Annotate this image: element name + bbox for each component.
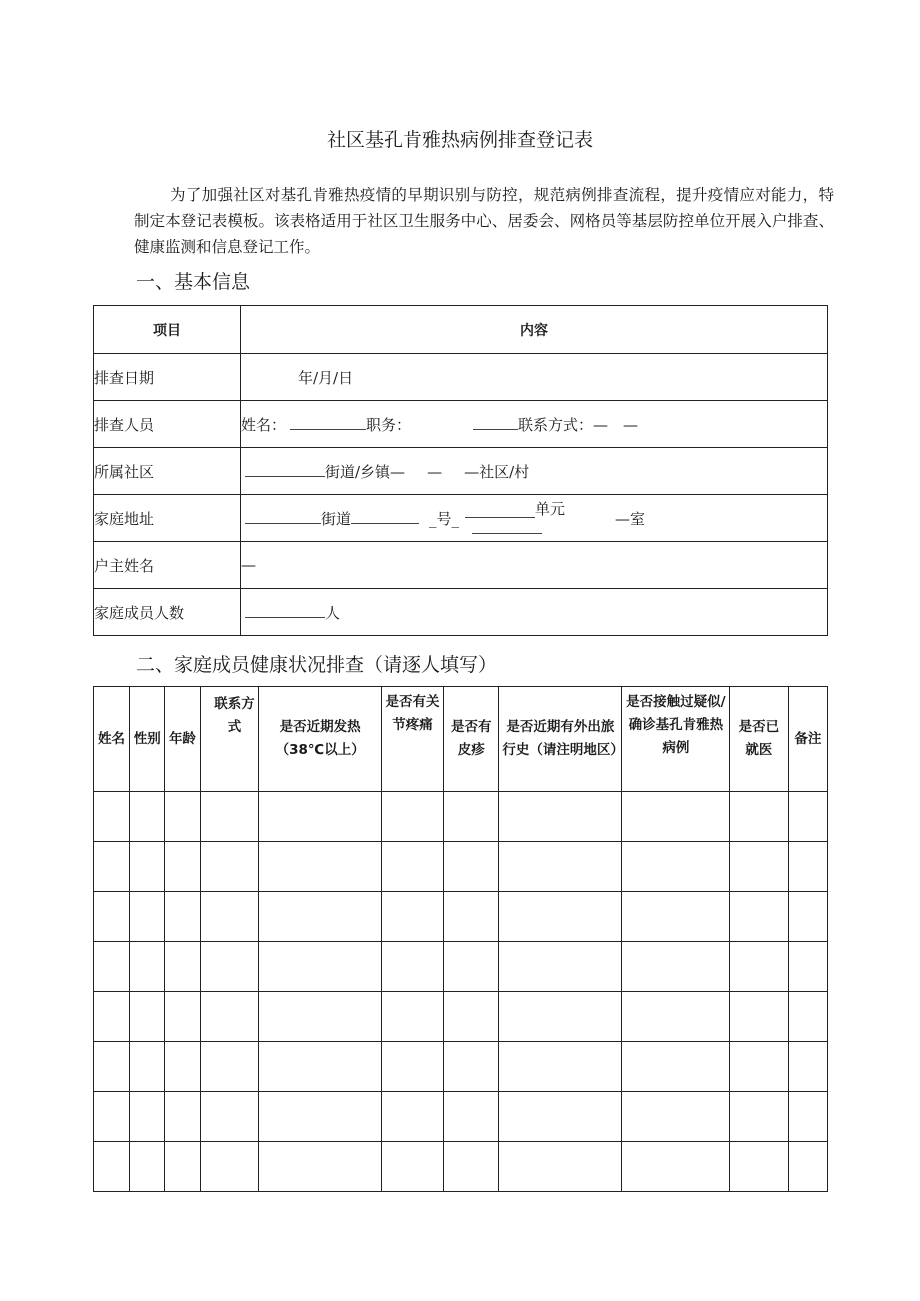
row-members	[94, 589, 828, 636]
col-joint-pain: 是否有关节疼痛	[381, 687, 443, 792]
cell[interactable]	[444, 792, 499, 842]
cell[interactable]	[444, 1142, 499, 1192]
cell[interactable]	[94, 1042, 130, 1092]
header-item: 项目	[94, 306, 241, 354]
cell[interactable]	[165, 792, 200, 842]
value-community[interactable]	[241, 448, 828, 495]
cell[interactable]	[130, 992, 165, 1042]
cell[interactable]	[381, 1142, 443, 1192]
col-gender: 性别	[130, 687, 165, 792]
cell[interactable]	[444, 1042, 499, 1092]
cell[interactable]	[200, 842, 259, 892]
col-rash: 是否有皮疹	[444, 687, 499, 792]
cell[interactable]	[788, 792, 827, 842]
value-address[interactable]	[241, 495, 828, 542]
cell[interactable]	[200, 892, 259, 942]
staff-position-label: 职务：	[366, 416, 412, 434]
label-head: 户主姓名	[94, 542, 241, 589]
label-staff: 排查人员	[94, 401, 241, 448]
cell[interactable]	[730, 1042, 788, 1092]
cell[interactable]	[130, 892, 165, 942]
staff-position-blank[interactable]	[473, 413, 518, 430]
cell[interactable]	[730, 792, 788, 842]
address-street-text: 街道	[321, 510, 352, 528]
staff-name-blank[interactable]	[290, 413, 366, 430]
table-row	[94, 1092, 828, 1142]
address-unit-text: 单元	[535, 500, 566, 518]
row-staff	[94, 401, 828, 448]
cell[interactable]	[788, 842, 827, 892]
value-head[interactable]	[241, 542, 828, 589]
cell[interactable]	[381, 942, 443, 992]
section-health-heading: 二、家庭成员健康状况排查（请逐人填写）	[136, 654, 498, 676]
cell[interactable]	[130, 1042, 165, 1092]
cell[interactable]	[130, 1142, 165, 1192]
cell[interactable]	[200, 1092, 259, 1142]
table-row	[94, 1142, 828, 1192]
cell[interactable]	[200, 792, 259, 842]
community-street-text: 街道/乡镇—	[325, 463, 406, 481]
cell[interactable]	[499, 842, 622, 892]
cell[interactable]	[730, 1142, 788, 1192]
col-fever: 是否近期发热（38℃以上）	[259, 687, 381, 792]
value-staff[interactable]	[241, 401, 828, 448]
cell[interactable]	[130, 942, 165, 992]
cell[interactable]	[444, 842, 499, 892]
cell[interactable]	[94, 792, 130, 842]
basic-info-header-row	[94, 306, 828, 354]
cell[interactable]	[200, 992, 259, 1042]
table-row	[94, 892, 828, 942]
section-basic-info-heading: 一、基本信息	[136, 271, 251, 293]
cell[interactable]	[622, 1142, 730, 1192]
col-remark: 备注	[788, 687, 827, 792]
table-row	[94, 992, 828, 1042]
table-row	[94, 792, 828, 842]
cell[interactable]	[165, 1042, 200, 1092]
cell[interactable]	[622, 992, 730, 1042]
address-blank-4[interactable]	[472, 517, 542, 534]
label-date: 排查日期	[94, 354, 241, 401]
row-address	[94, 495, 828, 542]
cell[interactable]	[730, 942, 788, 992]
cell[interactable]	[130, 1092, 165, 1142]
row-head	[94, 542, 828, 589]
community-comm-text: —社区/村	[464, 463, 530, 481]
cell[interactable]	[200, 1042, 259, 1092]
health-check-table	[93, 686, 828, 1192]
cell[interactable]	[622, 1092, 730, 1142]
col-contact: 联系方式	[200, 687, 259, 792]
cell[interactable]	[499, 792, 622, 842]
cell[interactable]	[259, 1142, 381, 1192]
cell[interactable]	[381, 1042, 443, 1092]
cell[interactable]	[444, 892, 499, 942]
value-date[interactable]	[241, 354, 828, 401]
cell[interactable]	[94, 892, 130, 942]
table-row	[94, 842, 828, 892]
cell[interactable]	[381, 992, 443, 1042]
cell[interactable]	[622, 942, 730, 992]
row-date	[94, 354, 828, 401]
label-address: 家庭地址	[94, 495, 241, 542]
address-blank-2[interactable]	[351, 507, 419, 524]
cell[interactable]	[94, 992, 130, 1042]
table-row	[94, 942, 828, 992]
col-medical: 是否已就医	[730, 687, 788, 792]
document-title: 社区基孔肯雅热病例排查登记表	[326, 129, 593, 151]
cell[interactable]	[499, 1092, 622, 1142]
label-members: 家庭成员人数	[94, 589, 241, 636]
cell[interactable]	[730, 892, 788, 942]
address-number-text: _号_	[429, 510, 460, 528]
cell[interactable]	[499, 892, 622, 942]
cell[interactable]	[381, 1092, 443, 1142]
cell[interactable]	[788, 1142, 827, 1192]
cell[interactable]	[499, 992, 622, 1042]
cell[interactable]	[730, 992, 788, 1042]
cell[interactable]	[94, 842, 130, 892]
members-unit: 人	[325, 604, 341, 622]
cell[interactable]	[165, 892, 200, 942]
cell[interactable]	[259, 1042, 381, 1092]
cell[interactable]	[788, 942, 827, 992]
cell[interactable]	[130, 842, 165, 892]
cell[interactable]	[622, 1042, 730, 1092]
health-header-row	[94, 687, 828, 792]
value-members[interactable]	[241, 589, 828, 636]
col-travel: 是否近期有外出旅行史（请注明地区）	[499, 687, 622, 792]
cell[interactable]	[381, 842, 443, 892]
cell[interactable]	[94, 1092, 130, 1142]
date-format-text: 年/月/日	[298, 368, 354, 387]
cell[interactable]	[499, 1042, 622, 1092]
cell[interactable]	[200, 942, 259, 992]
cell[interactable]	[444, 1092, 499, 1142]
members-blank[interactable]	[245, 601, 325, 618]
cell[interactable]	[165, 1092, 200, 1142]
cell[interactable]	[730, 1092, 788, 1142]
cell[interactable]	[259, 892, 381, 942]
cell[interactable]	[94, 942, 130, 992]
cell[interactable]	[730, 842, 788, 892]
cell[interactable]	[259, 1092, 381, 1142]
basic-info-table	[93, 305, 828, 636]
staff-name-label: 姓名：	[241, 416, 287, 434]
address-blank-3[interactable]	[465, 501, 535, 518]
head-dash: —	[241, 556, 256, 574]
col-age: 年龄	[165, 687, 200, 792]
cell[interactable]	[622, 842, 730, 892]
col-contact-case: 是否接触过疑似/确诊基孔肯雅热病例	[622, 687, 730, 792]
cell[interactable]	[130, 792, 165, 842]
cell[interactable]	[259, 992, 381, 1042]
cell[interactable]	[94, 1142, 130, 1192]
cell[interactable]	[788, 1042, 827, 1092]
label-community: 所属社区	[94, 448, 241, 495]
cell[interactable]	[788, 992, 827, 1042]
cell[interactable]	[444, 992, 499, 1042]
table-row	[94, 1042, 828, 1092]
cell[interactable]	[444, 942, 499, 992]
staff-contact-label: 联系方式：— —	[518, 416, 639, 434]
cell[interactable]	[499, 942, 622, 992]
intro-paragraph: 为了加强社区对基孔肯雅热疫情的早期识别与防控，规范病例排查流程，提升疫情应对能力，特制定本登记表模板。该表格适用于社区卫生服务中心、居委会、网格员等基层防控单位开展入户排查、健康监测和信息登记工作。	[134, 186, 834, 256]
cell[interactable]	[622, 892, 730, 942]
cell[interactable]	[259, 792, 381, 842]
header-content: 内容	[241, 306, 828, 354]
cell[interactable]	[165, 942, 200, 992]
cell[interactable]	[788, 1092, 827, 1142]
cell[interactable]	[165, 842, 200, 892]
cell[interactable]	[200, 1142, 259, 1192]
community-dash: —	[427, 463, 443, 481]
row-community	[94, 448, 828, 495]
cell[interactable]	[499, 1142, 622, 1192]
col-name: 姓名	[94, 687, 130, 792]
cell[interactable]	[788, 892, 827, 942]
cell[interactable]	[165, 1142, 200, 1192]
address-room-text: —室	[615, 510, 646, 528]
cell[interactable]	[165, 992, 200, 1042]
address-blank-1[interactable]	[245, 507, 321, 524]
cell[interactable]	[622, 792, 730, 842]
cell[interactable]	[259, 942, 381, 992]
cell[interactable]	[259, 842, 381, 892]
cell[interactable]	[381, 892, 443, 942]
cell[interactable]	[381, 792, 443, 842]
community-blank[interactable]	[245, 460, 325, 477]
